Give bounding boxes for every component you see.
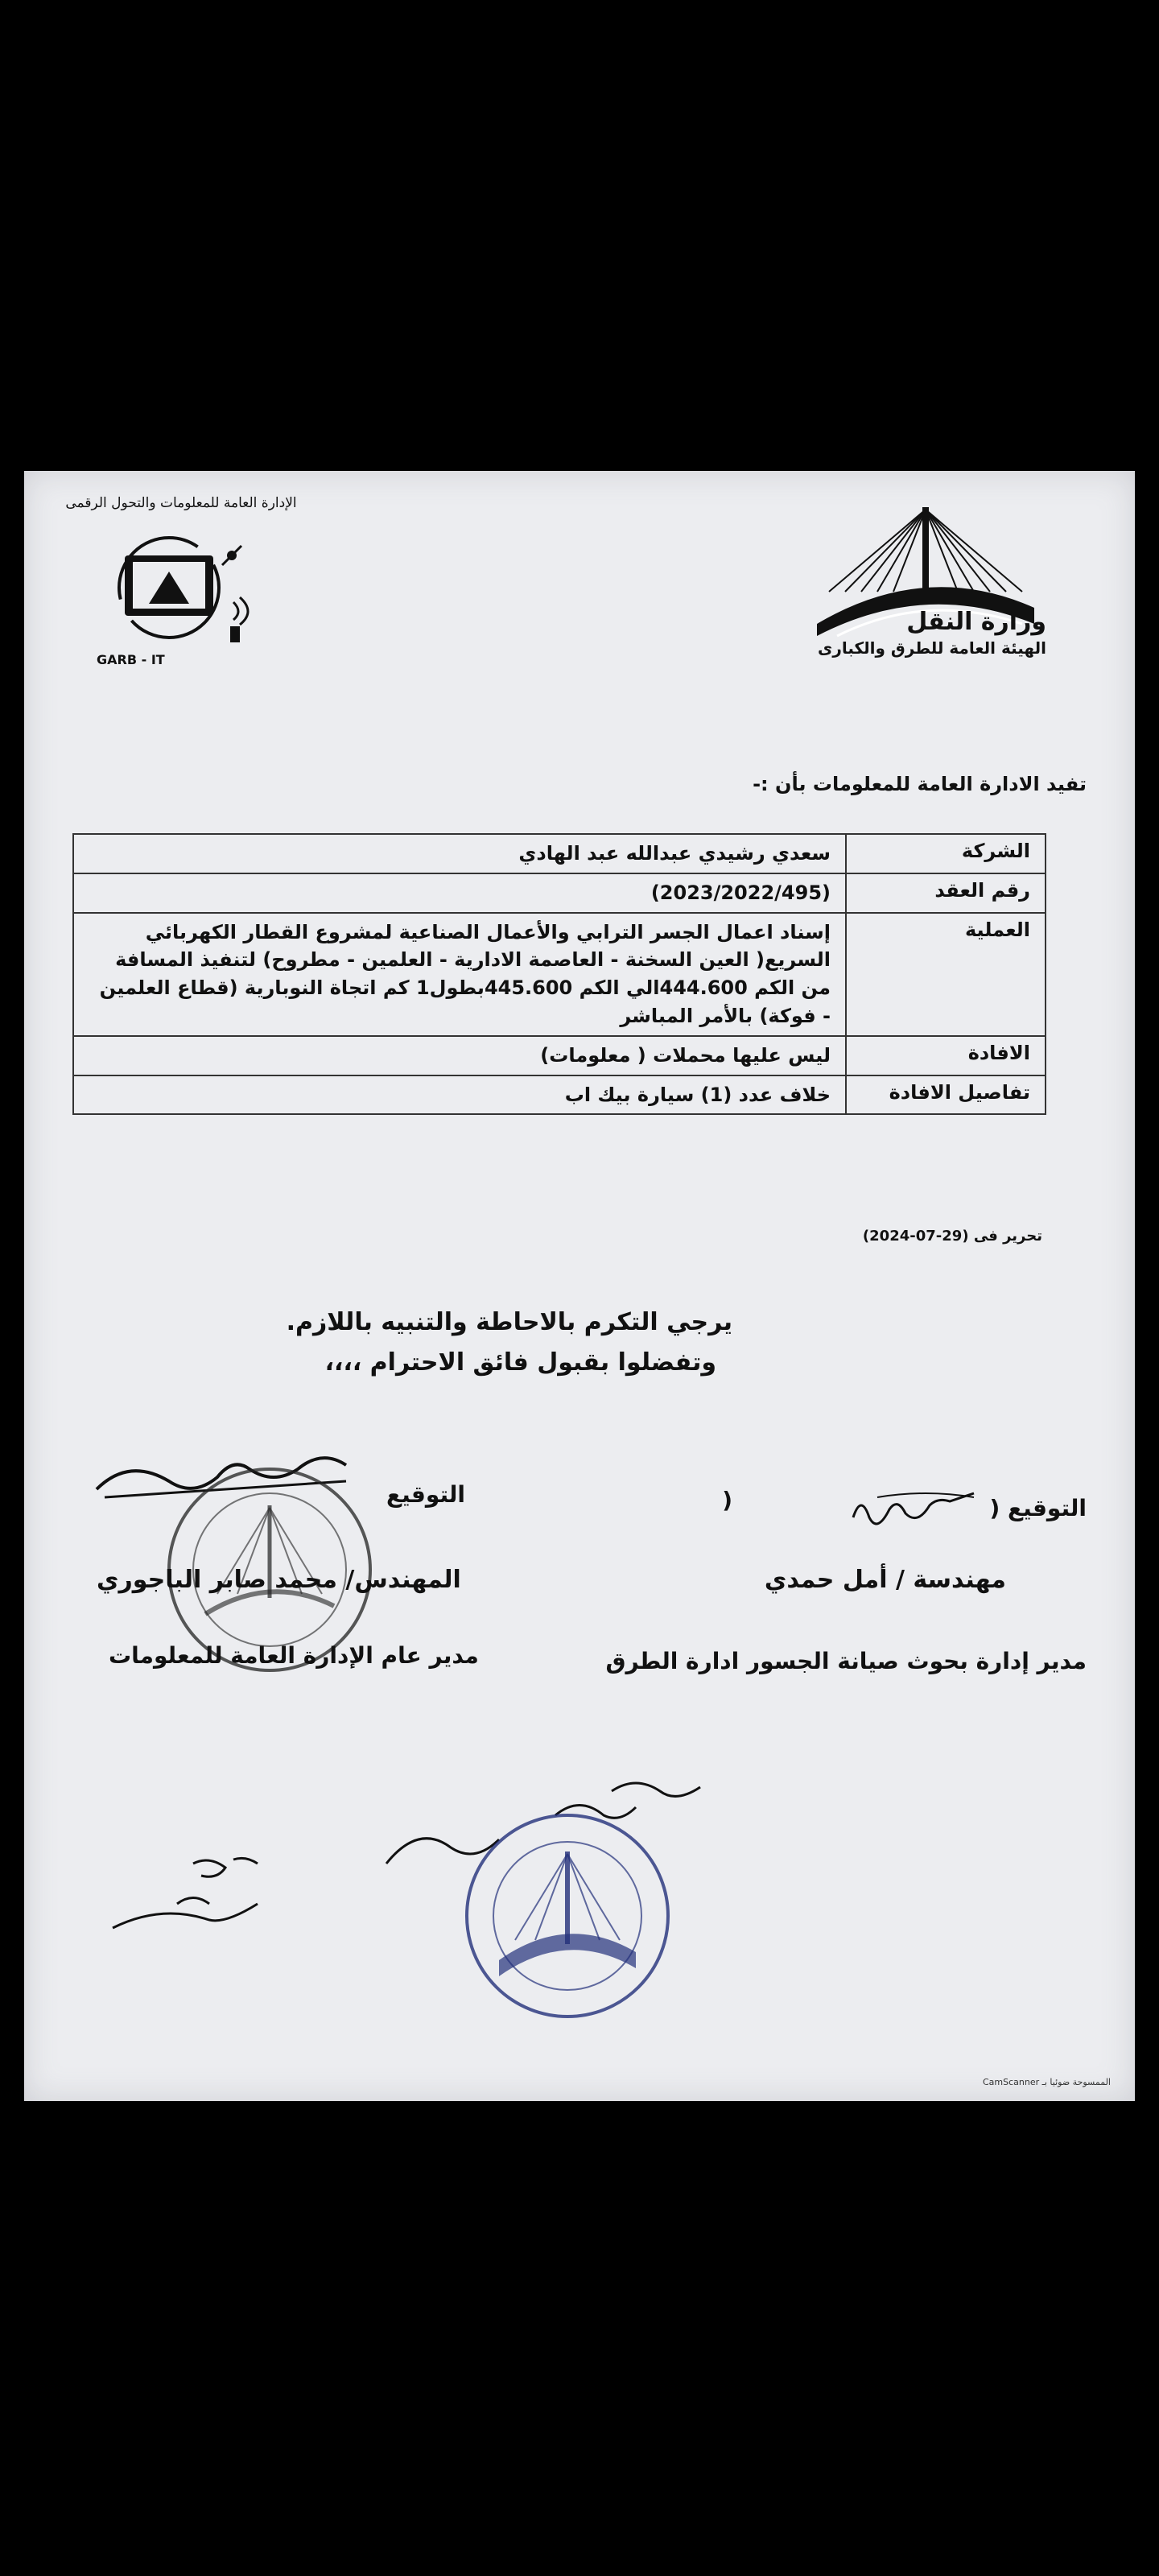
closing-regards: وتفضلوا بقبول فائق الاحترام ،،،، [324,1348,716,1377]
row-value: سعدي رشيدي عبدالله عبد الهادي [73,834,846,873]
ministry-name: وزارة النقل [906,608,1046,636]
handwritten-note-icon [97,1847,282,1952]
issue-date: تحرير فى (29-07-2024) [862,1228,1042,1245]
table-row [73,834,1046,873]
monitor-icon [80,523,266,648]
handwritten-signature-icon [845,1485,982,1534]
row-label: تفاصيل الافادة [846,1075,1046,1115]
signer-left-name: المهندس/ محمد صابر الباجوري [97,1566,461,1594]
it-brand-label: GARB - IT [97,652,165,667]
signer-right-title: مدير إدارة بحوث صيانة الجسور ادارة الطرق [605,1648,1087,1674]
row-value: (2023/2022/495) [73,873,846,913]
table-row [73,1036,1046,1075]
row-value: إسناد اعمال الجسر الترابي والأعمال الصناعية لمشروع القطار الكهربائي السريع( العين السخنة - العاصمة الادارية - العلمين - مطروح) لتنفيذ المسافة من الكم 444.600الي الكم 445.600بطول1 كم اتجاة النوبارية (قطاع العلمين - فوكة) بالأمر المباشر [73,913,846,1036]
signature-label-text: التوقيع ( [989,1495,1087,1521]
it-department-logo [48,495,314,672]
row-label: الافادة [846,1036,1046,1075]
signer-right-name: مهندسة / أمل حمدي [764,1566,1006,1594]
intro-statement: تفيد الادارة العامة للمعلومات بأن :- [753,773,1087,795]
signature-label-right [845,1485,1087,1534]
closing-request: يرجي التكرم بالاحاطة والتنبيه باللازم. [286,1308,732,1336]
signature-label-left: التوقيع [386,1481,465,1508]
row-label: الشركة [846,834,1046,873]
table-row [73,873,1046,913]
table-row [73,1075,1046,1115]
signer-left-title: مدير عام الإدارة العامة للمعلومات [109,1642,479,1669]
row-value: خلاف عدد (1) سيارة بيك اب [73,1075,846,1115]
official-stamp-icon [459,1807,676,2025]
row-label: العملية [846,913,1046,1036]
signature-label-close: ) [722,1487,732,1513]
row-label: رقم العقد [846,873,1046,913]
table-row [73,913,1046,1036]
scanner-watermark: CamScanner الممسوحة ضوئيا بـ [983,2077,1111,2087]
it-department-title: الإدارة العامة للمعلومات والتحول الرقمى [65,495,297,511]
authority-name: الهيئة العامة للطرق والكبارى [817,638,1046,658]
row-value: ليس عليها محملات ( معلومات) [73,1036,846,1075]
info-table [72,833,1046,1115]
document-page [24,471,1135,2101]
